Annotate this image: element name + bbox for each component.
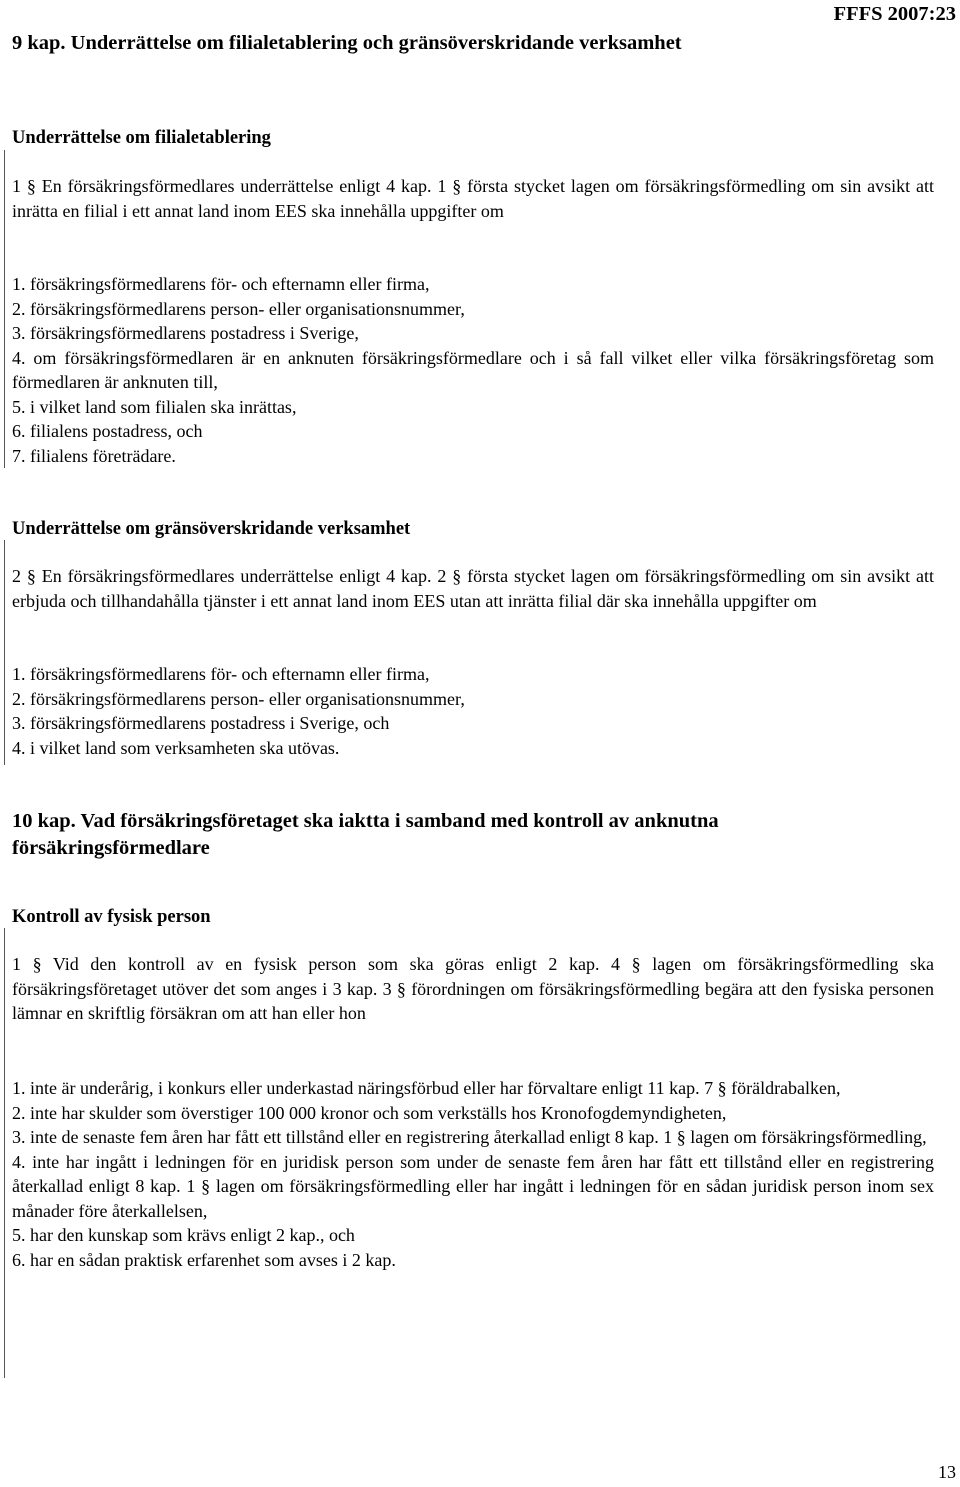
list-item: 3. försäkringsförmedlarens postadress i Sverige, [12,323,359,343]
paragraph-number: 2 [12,566,21,586]
publication-id: FFFS 2007:23 [833,3,956,25]
section-sign-icon: § [26,176,36,196]
list-item: 4. inte har ingått i ledningen för en juridisk person som under de senaste fem åren har fått ett tillstånd eller en registrering återkallad enligt 8 kap. 1 § lagen om försäkringsförmedling eller har ingått i ledningen för en sådan juridisk person inom sex månader före återkallelsen, [12,1151,934,1221]
list-item: 6. filialens postadress, och [12,421,203,441]
paragraph-number: 1 [12,176,21,196]
page-number: 13 [938,1462,956,1482]
list-item: 6. har en sådan praktisk erfarenhet som avses i 2 kap. [12,1249,396,1270]
list-filialetablering [12,272,934,468]
section-sign-icon: § [26,566,36,586]
list-item: 3. försäkringsförmedlarens postadress i Sverige, och [12,713,390,733]
list-item: 4. i vilket land som verksamheten ska utövas. [12,737,340,758]
paragraph-text: Vid den kontroll av en fysisk person som ska göras enligt 2 kap. 4 § lagen om försäkringsförmedling ska försäkringsföretaget utöver det som anges i 3 kap. 3 § förordningen om försäkringsförmedling begära att den fysiska personen lämnar en skriftlig försäkran om att han eller hon [12,954,934,1023]
list-item: 4. om försäkringsförmedlaren är en anknuten försäkringsförmedlare och i så fall vilket eller vilka försäkringsföretag som förmedlaren är anknuten till, [12,347,934,392]
change-bar [4,928,5,1378]
paragraph-number: 1 [12,954,21,974]
list-item: 2. inte har skulder som överstiger 100 000 kronor och som verkställs hos Kronofogdemyndigheten, [12,1102,727,1123]
paragraph-kontroll [12,952,934,1026]
section-sign-icon: § [32,954,42,974]
list-item: 5. i vilket land som filialen ska inrättas, [12,396,297,417]
change-bar [4,150,5,468]
paragraph-text: En försäkringsförmedlares underrättelse enligt 4 kap. 2 § första stycket lagen om försäkringsförmedling om sin avsikt att erbjuda och tillhandahålla tjänster i ett annat land inom EES utan att inrätta filial där ska innehålla uppgifter om [12,566,934,611]
section-heading-gransoverskridande: Underrättelse om gränsöverskridande verksamhet [12,519,411,539]
chapter-9-title: 9 kap. Underrättelse om filialetablering och gränsöverskridande verksamhet [12,32,682,54]
list-item: 7. filialens företrädare. [12,445,176,466]
paragraph-1 [12,174,934,223]
change-bar [4,540,5,765]
section-heading-kontroll: Kontroll av fysisk person [12,907,211,927]
list-kontroll [12,1076,934,1272]
list-item: 3. inte de senaste fem åren har fått ett tillstånd eller en registrering återkallad enligt 8 kap. 1 § lagen om försäkringsförmedling, [12,1127,927,1147]
paragraph-text: En försäkringsförmedlares underrättelse enligt 4 kap. 1 § första stycket lagen om försäkringsförmedling om sin avsikt att inrätta en filial i ett annat land inom EES ska innehålla uppgifter om [12,176,934,221]
chapter-10-title: 10 kap. Vad försäkringsföretaget ska iaktta i samband med kontroll av anknutna försäkringsförmedlare [12,810,719,859]
list-gransoverskridande [12,662,934,760]
list-item: 1. försäkringsförmedlarens för- och efternamn eller firma, [12,664,430,684]
list-item: 1. inte är underårig, i konkurs eller underkastad näringsförbud eller har förvaltare enligt 11 kap. 7 § föräldrabalken, [12,1078,841,1098]
list-item: 1. försäkringsförmedlarens för- och efternamn eller firma, [12,274,430,294]
list-item: 2. försäkringsförmedlarens person- eller organisationsnummer, [12,688,465,709]
list-item: 2. försäkringsförmedlarens person- eller organisationsnummer, [12,298,465,319]
paragraph-2 [12,564,934,613]
list-item: 5. har den kunskap som krävs enligt 2 kap., och [12,1225,355,1245]
section-heading-filialetablering: Underrättelse om filialetablering [12,128,271,148]
